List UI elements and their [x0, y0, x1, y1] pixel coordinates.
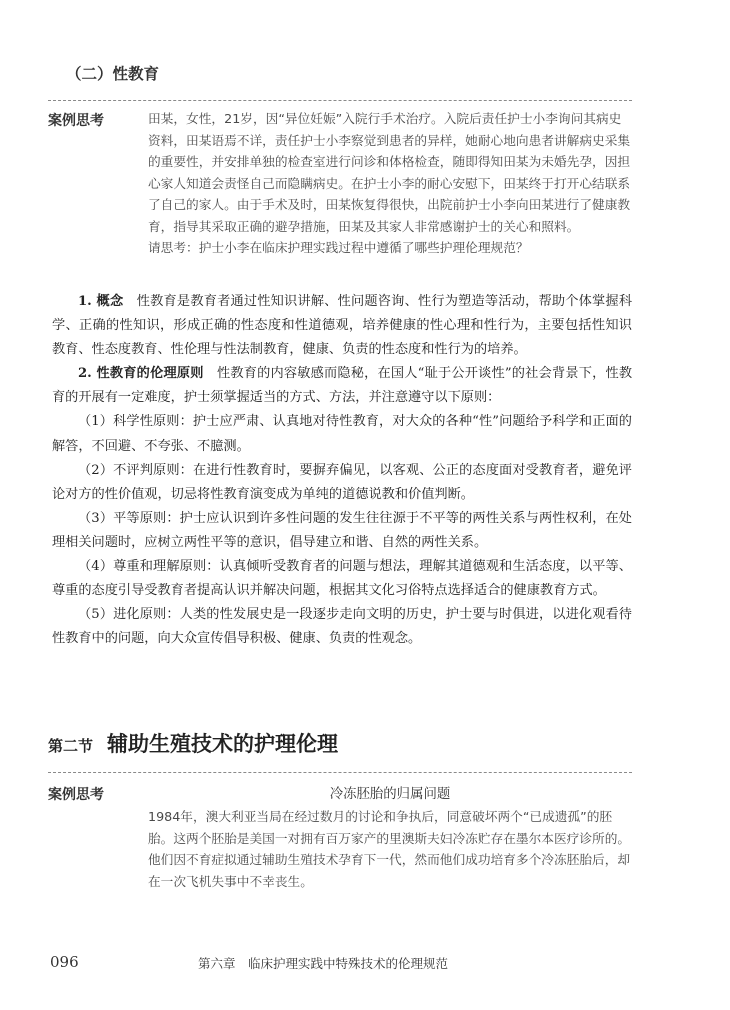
- principle-item: （1）科学性原则：护士应严肃、认真地对待性教育，对大众的各种“性”问题给予科学和正面的解答，不回避、不夸张、不臆测。: [52, 414, 632, 454]
- case-line: 在一次飞机失事中不幸丧生。: [148, 873, 313, 889]
- subsection-title: （二）性教育: [66, 65, 160, 83]
- section-title: 辅助生殖技术的护理伦理: [107, 731, 339, 756]
- divider-dashed: [48, 772, 632, 773]
- case-question: 请思考：护士小李在临床护理实践过程中遵循了哪些护理伦理规范？: [148, 240, 529, 255]
- section-number: 第二节: [48, 737, 94, 755]
- case-line: 1984年，澳大利亚当局在经过数月的讨论和争执后，同意破坏两个“已成遗孤”的胚: [148, 809, 613, 824]
- principle-item: （2）不评判原则：在进行性教育时，要摒弃偏见，以客观、公正的态度面对受教育者，避免评论对方的性价值观，切忌将性教育演变成为单纯的道德说教和价值判断。: [52, 462, 632, 502]
- case-line: 育，指导其采取正确的避孕措施，田某及其家人非常感谢护士的关心和照料。: [148, 218, 580, 234]
- paragraph-body: 性教育的内容敏感而隐秘，在国人“耻于公开谈性”的社会背景下，性教育的开展有一定难度，护士须掌握适当的方式、方法，并注意遵守以下原则：: [52, 366, 633, 406]
- case-body: [148, 806, 632, 892]
- principle-item: （4）尊重和理解原则：认真倾听受教育者的问题与想法，理解其道德观和生活态度，以平等、尊重的态度引导受教育者提高认识并解决问题，根据其文化习俗特点选择适合的健康教育方式。: [52, 559, 632, 599]
- case-label: 案例思考: [48, 113, 104, 129]
- principle-item: （3）平等原则：护士应认识到许多性问题的发生往往源于不平等的两性关系与两性权利，在处理相关问题时，应树立两性平等的意识，倡导建立和谐、自然的两性关系。: [52, 510, 632, 550]
- case-line: 田某，女性，21岁，因“异位妊娠”入院行手术治疗。入院后责任护士小李询问其病史: [148, 111, 622, 126]
- divider-dashed: [48, 100, 632, 101]
- main-text: [52, 290, 632, 651]
- paragraph-principles: [52, 362, 632, 410]
- case-body: [148, 108, 632, 259]
- paragraph-concept: [52, 290, 632, 362]
- case-line: 了自己的家人。由于手术及时，田某恢复得很快，出院前护士小李向田某进行了健康教: [148, 197, 631, 212]
- page-number: 096: [50, 953, 79, 971]
- case-label: 案例思考: [48, 787, 104, 803]
- case-title: 冷冻胚胎的归属问题: [329, 787, 451, 802]
- paragraph-lead: 1. 概念: [78, 294, 124, 309]
- case-line: 心家人知道会责怪自己而隐瞒病史。在护士小李的耐心安慰下，田某终于打开心结联系: [148, 175, 631, 191]
- case-line: 的重要性，并安排单独的检查室进行问诊和体格检查，随即得知田某为未婚先孕，因担: [148, 154, 631, 169]
- paragraph-lead: 2. 性教育的伦理原则: [78, 366, 204, 382]
- case-line: 资料，田某语焉不详，责任护士小李察觉到患者的异样，她耐心地向患者讲解病史采集: [148, 132, 631, 148]
- case-line: 胎。这两个胚胎是美国一对拥有百万家产的里澳斯夫妇冷冻贮存在墨尔本医疗诊所的。: [148, 830, 631, 846]
- section-heading: [48, 728, 338, 758]
- chapter-title: 第六章 临床护理实践中特殊技术的伦理规范: [198, 956, 449, 971]
- case-line: 他们因不育症拟通过辅助生殖技术孕育下一代，然而他们成功培育多个冷冻胚胎后，却: [148, 852, 631, 867]
- principle-item: （5）进化原则：人类的性发展史是一段逐步走向文明的历史，护士要与时俱进，以进化观看待性教育中的问题，向大众宣传倡导积极、健康、负责的性观念。: [52, 607, 632, 647]
- paragraph-body: 性教育是教育者通过性知识讲解、性问题咨询、性行为塑造等活动，帮助个体掌握科学、正确的性知识，形成正确的性态度和性道德观，培养健康的性心理和性行为，主要包括性知识教育、性态度教育、性伦理与性法制教育，健康、负责的性态度和性行为的培养。: [52, 294, 633, 358]
